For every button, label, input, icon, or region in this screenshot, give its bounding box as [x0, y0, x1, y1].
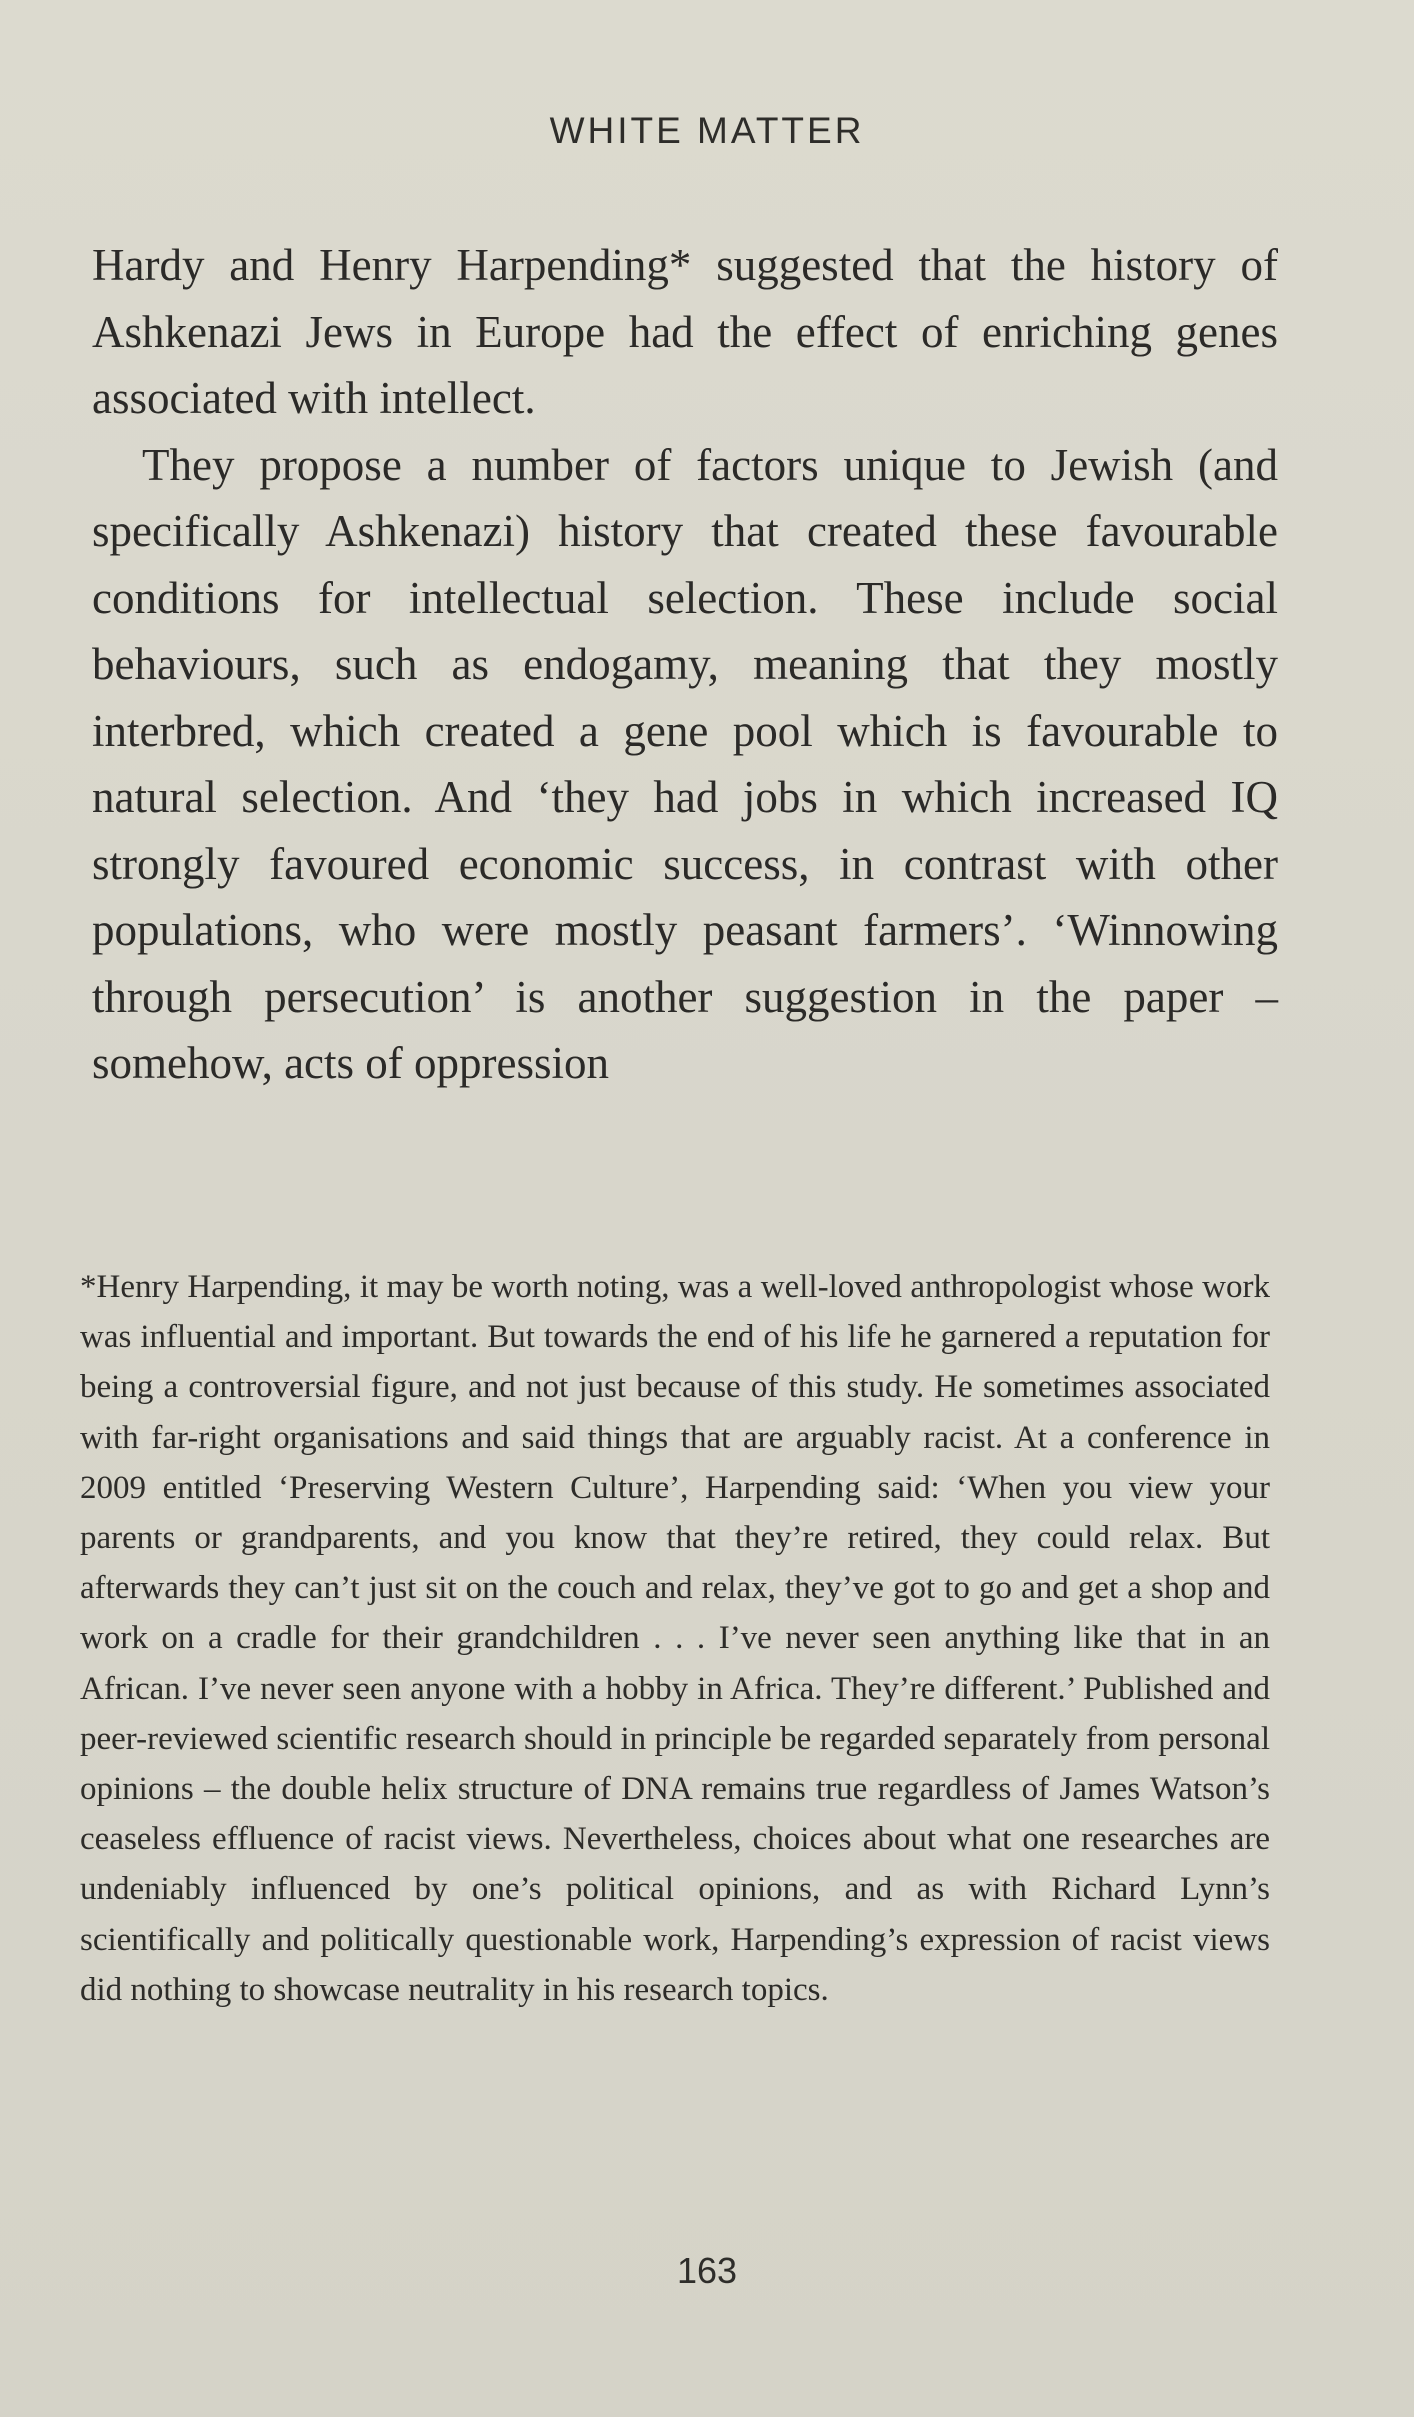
running-head: WHITE MATTER — [549, 110, 865, 151]
body-paragraph-1: Hardy and Henry Harpending* suggested that the history of Ashkenazi Jews in Europe had the effect of enriching genes associated with intellect. — [92, 240, 1278, 423]
body-text — [92, 232, 1278, 1097]
footnote-text: *Henry Harpending, it may be worth noting, was a well-loved anthropologist whose work was influential and important. But towards the end of his life he garnered a reputation for being a controversial figure, and not just because of this study. He sometimes associated with far-right organisations and said things that are arguably racist. At a conference in 2009 entitled ‘Preserving Western Culture’, Harpending said: ‘When you view your parents or grandparents, and you know that they’re retired, they could relax. But afterwards they can’t just sit on the couch and relax, they’ve got to go and get a shop and work on a cradle for their grandchildren . . . I’ve never seen anything like that in an African. I’ve never seen anyone with a hobby in Africa. They’re different.’ Published and peer-reviewed scientific research should in principle be regarded separately from personal opinions – the double helix structure of DNA remains true regardless of James Watson’s ceaseless effluence of racist views. Nevertheless, choices about what one researches are undeniably influenced by one’s political opinions, and as with Richard Lynn’s scientifically and politically questionable work, Harpending’s expression of racist views did nothing to showcase neutrality in his research topics. — [80, 1269, 1270, 2008]
body-paragraph-2: They propose a number of factors unique to Jewish (and specifically Ashkenazi) history that created these favourable conditions for intellectual selection. These include social behaviours, such as endogamy, meaning that they mostly interbred, which created a gene pool which is favourable to natural selection. And ‘they had jobs in which increased IQ strongly favoured economic success, in contrast with other populations, who were mostly peasant farmers’. ‘Winnowing through persecution’ is another suggestion in the paper – somehow, acts of oppression — [92, 439, 1278, 1088]
footnote — [80, 1262, 1270, 2015]
page-number: 163 — [676, 2250, 738, 2291]
